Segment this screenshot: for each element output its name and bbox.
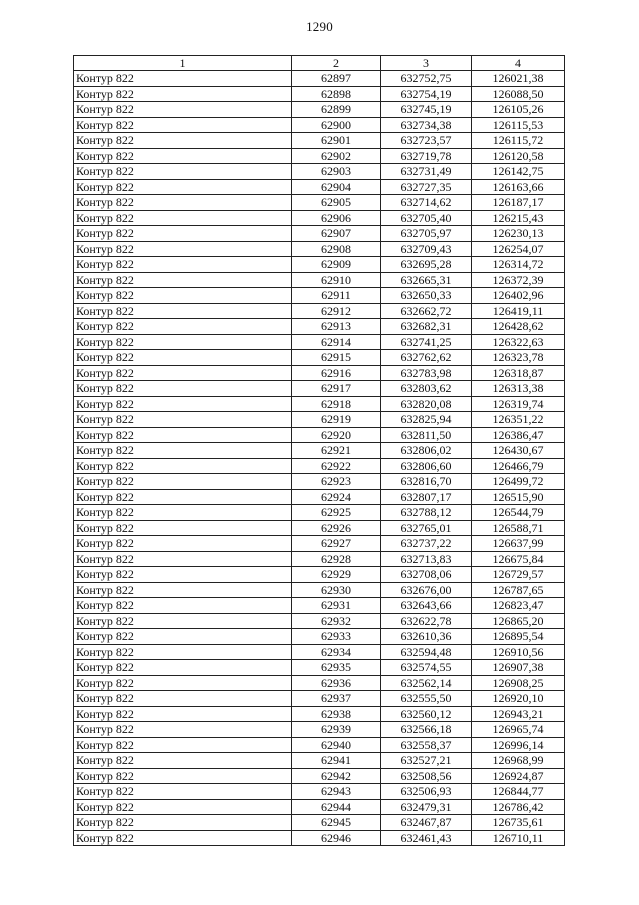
table-row bbox=[74, 737, 565, 753]
table-row bbox=[74, 582, 565, 598]
point-number-cell: 62934 bbox=[292, 644, 381, 660]
x-coordinate-cell: 632709,43 bbox=[381, 241, 472, 257]
point-number-cell: 62898 bbox=[292, 86, 381, 102]
point-number-cell: 62915 bbox=[292, 350, 381, 366]
point-number-cell: 62940 bbox=[292, 737, 381, 753]
contour-name-cell: Контур 822 bbox=[74, 458, 292, 474]
table-row bbox=[74, 86, 565, 102]
table-row bbox=[74, 164, 565, 180]
x-coordinate-cell: 632803,62 bbox=[381, 381, 472, 397]
table-row bbox=[74, 102, 565, 118]
point-number-cell: 62935 bbox=[292, 660, 381, 676]
table-row bbox=[74, 598, 565, 614]
x-coordinate-cell: 632727,35 bbox=[381, 179, 472, 195]
column-header-1: 1 bbox=[74, 56, 292, 71]
contour-name-cell: Контур 822 bbox=[74, 753, 292, 769]
table-row bbox=[74, 722, 565, 738]
point-number-cell: 62926 bbox=[292, 520, 381, 536]
x-coordinate-cell: 632820,08 bbox=[381, 396, 472, 412]
x-coordinate-cell: 632765,01 bbox=[381, 520, 472, 536]
point-number-cell: 62918 bbox=[292, 396, 381, 412]
point-number-cell: 62909 bbox=[292, 257, 381, 273]
table-row bbox=[74, 303, 565, 319]
y-coordinate-cell: 126968,99 bbox=[472, 753, 565, 769]
contour-name-cell: Контур 822 bbox=[74, 629, 292, 645]
contour-name-cell: Контур 822 bbox=[74, 195, 292, 211]
x-coordinate-cell: 632806,02 bbox=[381, 443, 472, 459]
contour-name-cell: Контур 822 bbox=[74, 489, 292, 505]
point-number-cell: 62936 bbox=[292, 675, 381, 691]
contour-name-cell: Контур 822 bbox=[74, 644, 292, 660]
point-number-cell: 62910 bbox=[292, 272, 381, 288]
point-number-cell: 62938 bbox=[292, 706, 381, 722]
y-coordinate-cell: 126115,53 bbox=[472, 117, 565, 133]
table-row bbox=[74, 815, 565, 831]
table-row bbox=[74, 117, 565, 133]
y-coordinate-cell: 126319,74 bbox=[472, 396, 565, 412]
column-header-2: 2 bbox=[292, 56, 381, 71]
point-number-cell: 62908 bbox=[292, 241, 381, 257]
table-row bbox=[74, 830, 565, 846]
x-coordinate-cell: 632695,28 bbox=[381, 257, 472, 273]
point-number-cell: 62943 bbox=[292, 784, 381, 800]
table-row bbox=[74, 319, 565, 335]
y-coordinate-cell: 126920,10 bbox=[472, 691, 565, 707]
y-coordinate-cell: 126675,84 bbox=[472, 551, 565, 567]
point-number-cell: 62905 bbox=[292, 195, 381, 211]
point-number-cell: 62941 bbox=[292, 753, 381, 769]
table-row bbox=[74, 396, 565, 412]
contour-name-cell: Контур 822 bbox=[74, 691, 292, 707]
contour-name-cell: Контур 822 bbox=[74, 381, 292, 397]
y-coordinate-cell: 126910,56 bbox=[472, 644, 565, 660]
y-coordinate-cell: 126323,78 bbox=[472, 350, 565, 366]
x-coordinate-cell: 632783,98 bbox=[381, 365, 472, 381]
x-coordinate-cell: 632506,93 bbox=[381, 784, 472, 800]
point-number-cell: 62914 bbox=[292, 334, 381, 350]
x-coordinate-cell: 632788,12 bbox=[381, 505, 472, 521]
x-coordinate-cell: 632610,36 bbox=[381, 629, 472, 645]
point-number-cell: 62922 bbox=[292, 458, 381, 474]
contour-name-cell: Контур 822 bbox=[74, 815, 292, 831]
table-row bbox=[74, 179, 565, 195]
y-coordinate-cell: 126351,22 bbox=[472, 412, 565, 428]
y-coordinate-cell: 126710,11 bbox=[472, 830, 565, 846]
y-coordinate-cell: 126823,47 bbox=[472, 598, 565, 614]
table-row bbox=[74, 71, 565, 87]
x-coordinate-cell: 632705,40 bbox=[381, 210, 472, 226]
y-coordinate-cell: 126588,71 bbox=[472, 520, 565, 536]
y-coordinate-cell: 126142,75 bbox=[472, 164, 565, 180]
x-coordinate-cell: 632731,49 bbox=[381, 164, 472, 180]
x-coordinate-cell: 632479,31 bbox=[381, 799, 472, 815]
point-number-cell: 62917 bbox=[292, 381, 381, 397]
y-coordinate-cell: 126230,13 bbox=[472, 226, 565, 242]
y-coordinate-cell: 126499,72 bbox=[472, 474, 565, 490]
contour-name-cell: Контур 822 bbox=[74, 675, 292, 691]
x-coordinate-cell: 632562,14 bbox=[381, 675, 472, 691]
contour-name-cell: Контур 822 bbox=[74, 334, 292, 350]
contour-name-cell: Контур 822 bbox=[74, 226, 292, 242]
x-coordinate-cell: 632555,50 bbox=[381, 691, 472, 707]
table-row bbox=[74, 288, 565, 304]
table-row bbox=[74, 520, 565, 536]
contour-name-cell: Контур 822 bbox=[74, 551, 292, 567]
x-coordinate-cell: 632705,97 bbox=[381, 226, 472, 242]
y-coordinate-cell: 126637,99 bbox=[472, 536, 565, 552]
contour-name-cell: Контур 822 bbox=[74, 799, 292, 815]
contour-name-cell: Контур 822 bbox=[74, 148, 292, 164]
x-coordinate-cell: 632723,57 bbox=[381, 133, 472, 149]
contour-name-cell: Контур 822 bbox=[74, 412, 292, 428]
y-coordinate-cell: 126735,61 bbox=[472, 815, 565, 831]
point-number-cell: 62945 bbox=[292, 815, 381, 831]
point-number-cell: 62913 bbox=[292, 319, 381, 335]
x-coordinate-cell: 632754,19 bbox=[381, 86, 472, 102]
y-coordinate-cell: 126844,77 bbox=[472, 784, 565, 800]
table-row bbox=[74, 660, 565, 676]
contour-name-cell: Контур 822 bbox=[74, 427, 292, 443]
point-number-cell: 62930 bbox=[292, 582, 381, 598]
y-coordinate-cell: 126428,62 bbox=[472, 319, 565, 335]
x-coordinate-cell: 632676,00 bbox=[381, 582, 472, 598]
contour-name-cell: Контур 822 bbox=[74, 319, 292, 335]
y-coordinate-cell: 126996,14 bbox=[472, 737, 565, 753]
y-coordinate-cell: 126187,17 bbox=[472, 195, 565, 211]
table-row bbox=[74, 474, 565, 490]
point-number-cell: 62902 bbox=[292, 148, 381, 164]
contour-name-cell: Контур 822 bbox=[74, 365, 292, 381]
x-coordinate-cell: 632806,60 bbox=[381, 458, 472, 474]
y-coordinate-cell: 126787,65 bbox=[472, 582, 565, 598]
table-body bbox=[74, 71, 565, 846]
coordinates-table bbox=[73, 55, 565, 846]
point-number-cell: 62920 bbox=[292, 427, 381, 443]
contour-name-cell: Контур 822 bbox=[74, 474, 292, 490]
x-coordinate-cell: 632508,56 bbox=[381, 768, 472, 784]
point-number-cell: 62946 bbox=[292, 830, 381, 846]
contour-name-cell: Контур 822 bbox=[74, 722, 292, 738]
x-coordinate-cell: 632807,17 bbox=[381, 489, 472, 505]
contour-name-cell: Контур 822 bbox=[74, 210, 292, 226]
x-coordinate-cell: 632708,06 bbox=[381, 567, 472, 583]
x-coordinate-cell: 632622,78 bbox=[381, 613, 472, 629]
contour-name-cell: Контур 822 bbox=[74, 86, 292, 102]
table-row bbox=[74, 505, 565, 521]
table-row bbox=[74, 799, 565, 815]
point-number-cell: 62944 bbox=[292, 799, 381, 815]
x-coordinate-cell: 632643,66 bbox=[381, 598, 472, 614]
y-coordinate-cell: 126466,79 bbox=[472, 458, 565, 474]
x-coordinate-cell: 632825,94 bbox=[381, 412, 472, 428]
contour-name-cell: Контур 822 bbox=[74, 350, 292, 366]
table-row bbox=[74, 784, 565, 800]
contour-name-cell: Контур 822 bbox=[74, 505, 292, 521]
x-coordinate-cell: 632816,70 bbox=[381, 474, 472, 490]
table-row bbox=[74, 443, 565, 459]
x-coordinate-cell: 632745,19 bbox=[381, 102, 472, 118]
contour-name-cell: Контур 822 bbox=[74, 784, 292, 800]
table-row bbox=[74, 551, 565, 567]
y-coordinate-cell: 126386,47 bbox=[472, 427, 565, 443]
point-number-cell: 62928 bbox=[292, 551, 381, 567]
table-row bbox=[74, 753, 565, 769]
y-coordinate-cell: 126120,58 bbox=[472, 148, 565, 164]
y-coordinate-cell: 126088,50 bbox=[472, 86, 565, 102]
contour-name-cell: Контур 822 bbox=[74, 257, 292, 273]
contour-name-cell: Контур 822 bbox=[74, 830, 292, 846]
table-row bbox=[74, 567, 565, 583]
table-row bbox=[74, 241, 565, 257]
x-coordinate-cell: 632762,62 bbox=[381, 350, 472, 366]
y-coordinate-cell: 126965,74 bbox=[472, 722, 565, 738]
header-row bbox=[74, 56, 565, 71]
point-number-cell: 62925 bbox=[292, 505, 381, 521]
contour-name-cell: Контур 822 bbox=[74, 706, 292, 722]
point-number-cell: 62939 bbox=[292, 722, 381, 738]
x-coordinate-cell: 632741,25 bbox=[381, 334, 472, 350]
contour-name-cell: Контур 822 bbox=[74, 241, 292, 257]
contour-name-cell: Контур 822 bbox=[74, 737, 292, 753]
x-coordinate-cell: 632713,83 bbox=[381, 551, 472, 567]
x-coordinate-cell: 632734,38 bbox=[381, 117, 472, 133]
y-coordinate-cell: 126215,43 bbox=[472, 210, 565, 226]
column-header-3: 3 bbox=[381, 56, 472, 71]
y-coordinate-cell: 126254,07 bbox=[472, 241, 565, 257]
table-row bbox=[74, 195, 565, 211]
point-number-cell: 62937 bbox=[292, 691, 381, 707]
column-header-4: 4 bbox=[472, 56, 565, 71]
contour-name-cell: Контур 822 bbox=[74, 117, 292, 133]
contour-name-cell: Контур 822 bbox=[74, 133, 292, 149]
x-coordinate-cell: 632737,22 bbox=[381, 536, 472, 552]
page-number: 1290 bbox=[306, 19, 333, 34]
y-coordinate-cell: 126419,11 bbox=[472, 303, 565, 319]
table-row bbox=[74, 148, 565, 164]
x-coordinate-cell: 632461,43 bbox=[381, 830, 472, 846]
y-coordinate-cell: 126430,67 bbox=[472, 443, 565, 459]
y-coordinate-cell: 126402,96 bbox=[472, 288, 565, 304]
y-coordinate-cell: 126163,66 bbox=[472, 179, 565, 195]
table-row bbox=[74, 226, 565, 242]
point-number-cell: 62923 bbox=[292, 474, 381, 490]
table-row bbox=[74, 644, 565, 660]
x-coordinate-cell: 632650,33 bbox=[381, 288, 472, 304]
y-coordinate-cell: 126907,38 bbox=[472, 660, 565, 676]
point-number-cell: 62912 bbox=[292, 303, 381, 319]
x-coordinate-cell: 632811,50 bbox=[381, 427, 472, 443]
y-coordinate-cell: 126729,57 bbox=[472, 567, 565, 583]
point-number-cell: 62942 bbox=[292, 768, 381, 784]
point-number-cell: 62900 bbox=[292, 117, 381, 133]
x-coordinate-cell: 632560,12 bbox=[381, 706, 472, 722]
table-row bbox=[74, 691, 565, 707]
y-coordinate-cell: 126943,21 bbox=[472, 706, 565, 722]
point-number-cell: 62899 bbox=[292, 102, 381, 118]
x-coordinate-cell: 632574,55 bbox=[381, 660, 472, 676]
table-row bbox=[74, 334, 565, 350]
point-number-cell: 62929 bbox=[292, 567, 381, 583]
x-coordinate-cell: 632527,21 bbox=[381, 753, 472, 769]
contour-name-cell: Контур 822 bbox=[74, 164, 292, 180]
table-row bbox=[74, 458, 565, 474]
y-coordinate-cell: 126544,79 bbox=[472, 505, 565, 521]
table-row bbox=[74, 675, 565, 691]
table-row bbox=[74, 768, 565, 784]
x-coordinate-cell: 632467,87 bbox=[381, 815, 472, 831]
contour-name-cell: Контур 822 bbox=[74, 613, 292, 629]
contour-name-cell: Контур 822 bbox=[74, 102, 292, 118]
contour-name-cell: Контур 822 bbox=[74, 443, 292, 459]
point-number-cell: 62927 bbox=[292, 536, 381, 552]
contour-name-cell: Контур 822 bbox=[74, 768, 292, 784]
x-coordinate-cell: 632752,75 bbox=[381, 71, 472, 87]
y-coordinate-cell: 126515,90 bbox=[472, 489, 565, 505]
table-row bbox=[74, 412, 565, 428]
table-row bbox=[74, 210, 565, 226]
table-row bbox=[74, 706, 565, 722]
y-coordinate-cell: 126786,42 bbox=[472, 799, 565, 815]
y-coordinate-cell: 126895,54 bbox=[472, 629, 565, 645]
point-number-cell: 62932 bbox=[292, 613, 381, 629]
y-coordinate-cell: 126314,72 bbox=[472, 257, 565, 273]
contour-name-cell: Контур 822 bbox=[74, 396, 292, 412]
y-coordinate-cell: 126865,20 bbox=[472, 613, 565, 629]
y-coordinate-cell: 126908,25 bbox=[472, 675, 565, 691]
contour-name-cell: Контур 822 bbox=[74, 303, 292, 319]
contour-name-cell: Контур 822 bbox=[74, 272, 292, 288]
table-row bbox=[74, 365, 565, 381]
point-number-cell: 62916 bbox=[292, 365, 381, 381]
contour-name-cell: Контур 822 bbox=[74, 536, 292, 552]
point-number-cell: 62921 bbox=[292, 443, 381, 459]
y-coordinate-cell: 126322,63 bbox=[472, 334, 565, 350]
point-number-cell: 62911 bbox=[292, 288, 381, 304]
y-coordinate-cell: 126372,39 bbox=[472, 272, 565, 288]
x-coordinate-cell: 632665,31 bbox=[381, 272, 472, 288]
point-number-cell: 62897 bbox=[292, 71, 381, 87]
table-row bbox=[74, 536, 565, 552]
table-row bbox=[74, 272, 565, 288]
table-row bbox=[74, 613, 565, 629]
x-coordinate-cell: 632558,37 bbox=[381, 737, 472, 753]
point-number-cell: 62903 bbox=[292, 164, 381, 180]
contour-name-cell: Контур 822 bbox=[74, 598, 292, 614]
contour-name-cell: Контур 822 bbox=[74, 582, 292, 598]
contour-name-cell: Контур 822 bbox=[74, 520, 292, 536]
table-row bbox=[74, 350, 565, 366]
contour-name-cell: Контур 822 bbox=[74, 567, 292, 583]
point-number-cell: 62919 bbox=[292, 412, 381, 428]
x-coordinate-cell: 632682,31 bbox=[381, 319, 472, 335]
point-number-cell: 62907 bbox=[292, 226, 381, 242]
table-row bbox=[74, 629, 565, 645]
x-coordinate-cell: 632719,78 bbox=[381, 148, 472, 164]
x-coordinate-cell: 632662,72 bbox=[381, 303, 472, 319]
table-row bbox=[74, 489, 565, 505]
contour-name-cell: Контур 822 bbox=[74, 71, 292, 87]
y-coordinate-cell: 126318,87 bbox=[472, 365, 565, 381]
point-number-cell: 62931 bbox=[292, 598, 381, 614]
x-coordinate-cell: 632594,48 bbox=[381, 644, 472, 660]
point-number-cell: 62933 bbox=[292, 629, 381, 645]
x-coordinate-cell: 632566,18 bbox=[381, 722, 472, 738]
y-coordinate-cell: 126313,38 bbox=[472, 381, 565, 397]
contour-name-cell: Контур 822 bbox=[74, 288, 292, 304]
y-coordinate-cell: 126924,87 bbox=[472, 768, 565, 784]
y-coordinate-cell: 126021,38 bbox=[472, 71, 565, 87]
table-row bbox=[74, 381, 565, 397]
y-coordinate-cell: 126105,26 bbox=[472, 102, 565, 118]
point-number-cell: 62924 bbox=[292, 489, 381, 505]
y-coordinate-cell: 126115,72 bbox=[472, 133, 565, 149]
table-row bbox=[74, 427, 565, 443]
x-coordinate-cell: 632714,62 bbox=[381, 195, 472, 211]
point-number-cell: 62904 bbox=[292, 179, 381, 195]
point-number-cell: 62901 bbox=[292, 133, 381, 149]
point-number-cell: 62906 bbox=[292, 210, 381, 226]
table-row bbox=[74, 133, 565, 149]
table-row bbox=[74, 257, 565, 273]
contour-name-cell: Контур 822 bbox=[74, 179, 292, 195]
contour-name-cell: Контур 822 bbox=[74, 660, 292, 676]
